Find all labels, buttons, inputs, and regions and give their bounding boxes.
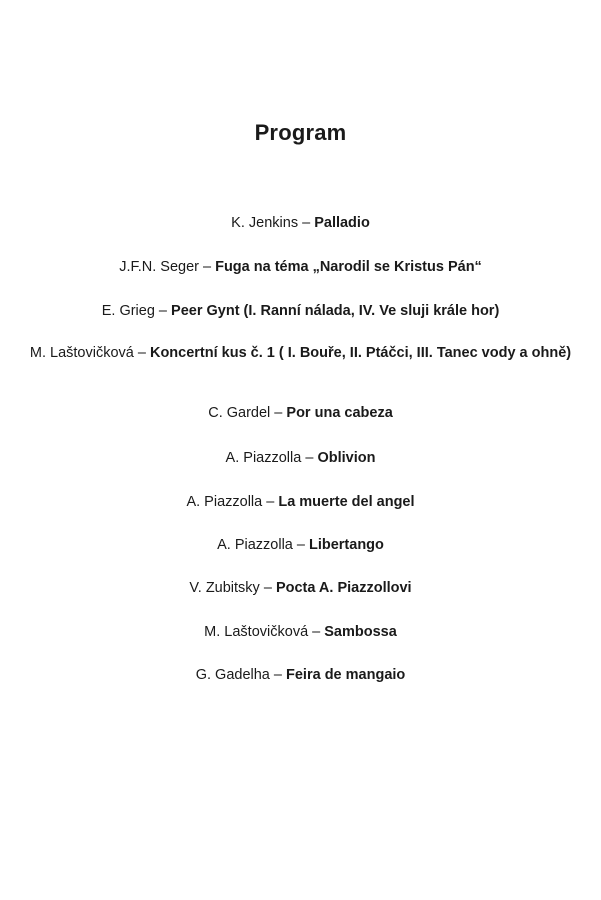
work-title: La muerte del angel [278,494,415,510]
program-item-5 [0,403,601,424]
separator-dash: – [301,450,318,466]
program-item-8 [0,535,601,556]
program-item-3 [0,301,601,322]
composer-name: C. Gardel [208,405,271,421]
work-title: Por una cabeza [286,405,393,421]
program-item-7 [0,492,601,513]
composer-name: V. Zubitsky [189,580,260,596]
composer-name: J.F.N. Seger [119,259,199,275]
program-item-11 [0,665,601,686]
program-item-1 [0,213,601,234]
separator-dash: – [262,494,279,510]
composer-name: M. Laštovičková [29,345,134,361]
work-title: Fuga na téma „Narodil se Kristus Pán“ [215,259,482,275]
work-title: Pocta A. Piazzollovi [275,580,412,596]
composer-name: K. Jenkins [231,215,299,231]
work-title: Palladio [314,215,370,231]
page-title: Program [254,120,347,145]
separator-dash: – [292,537,309,553]
program-item-10 [0,622,601,643]
program-item-2 [0,257,601,278]
separator-dash: – [298,215,315,231]
composer-name: G. Gadelha [195,667,270,683]
separator-dash: – [269,667,287,683]
composer-name: A. Piazzolla [186,494,263,510]
composer-name: A. Piazzolla [225,450,302,466]
work-title: Feira de mangaio [286,667,406,683]
program-item-6 [0,448,601,469]
separator-dash: – [133,345,150,361]
composer-name: E. Grieg [101,303,155,319]
separator-dash: – [308,624,325,640]
composer-name: A. Piazzolla [217,537,293,553]
work-title: Libertango [308,537,384,553]
separator-dash: – [154,303,172,319]
program-item-4 [20,343,581,364]
work-title: Oblivion [317,450,376,466]
separator-dash: – [270,405,287,421]
separator-dash: – [259,580,276,596]
program-item-9 [0,578,601,599]
work-title: Peer Gynt (I. Ranní nálada, IV. Ve sluji krále hor) [171,303,500,319]
work-title: Sambossa [324,624,397,640]
separator-dash: – [198,259,216,275]
composer-name: M. Laštovičková [204,624,309,640]
work-title: Koncertní kus č. 1 ( I. Bouře, II. Ptáčci, III. Tanec vody a ohně) [149,345,572,361]
